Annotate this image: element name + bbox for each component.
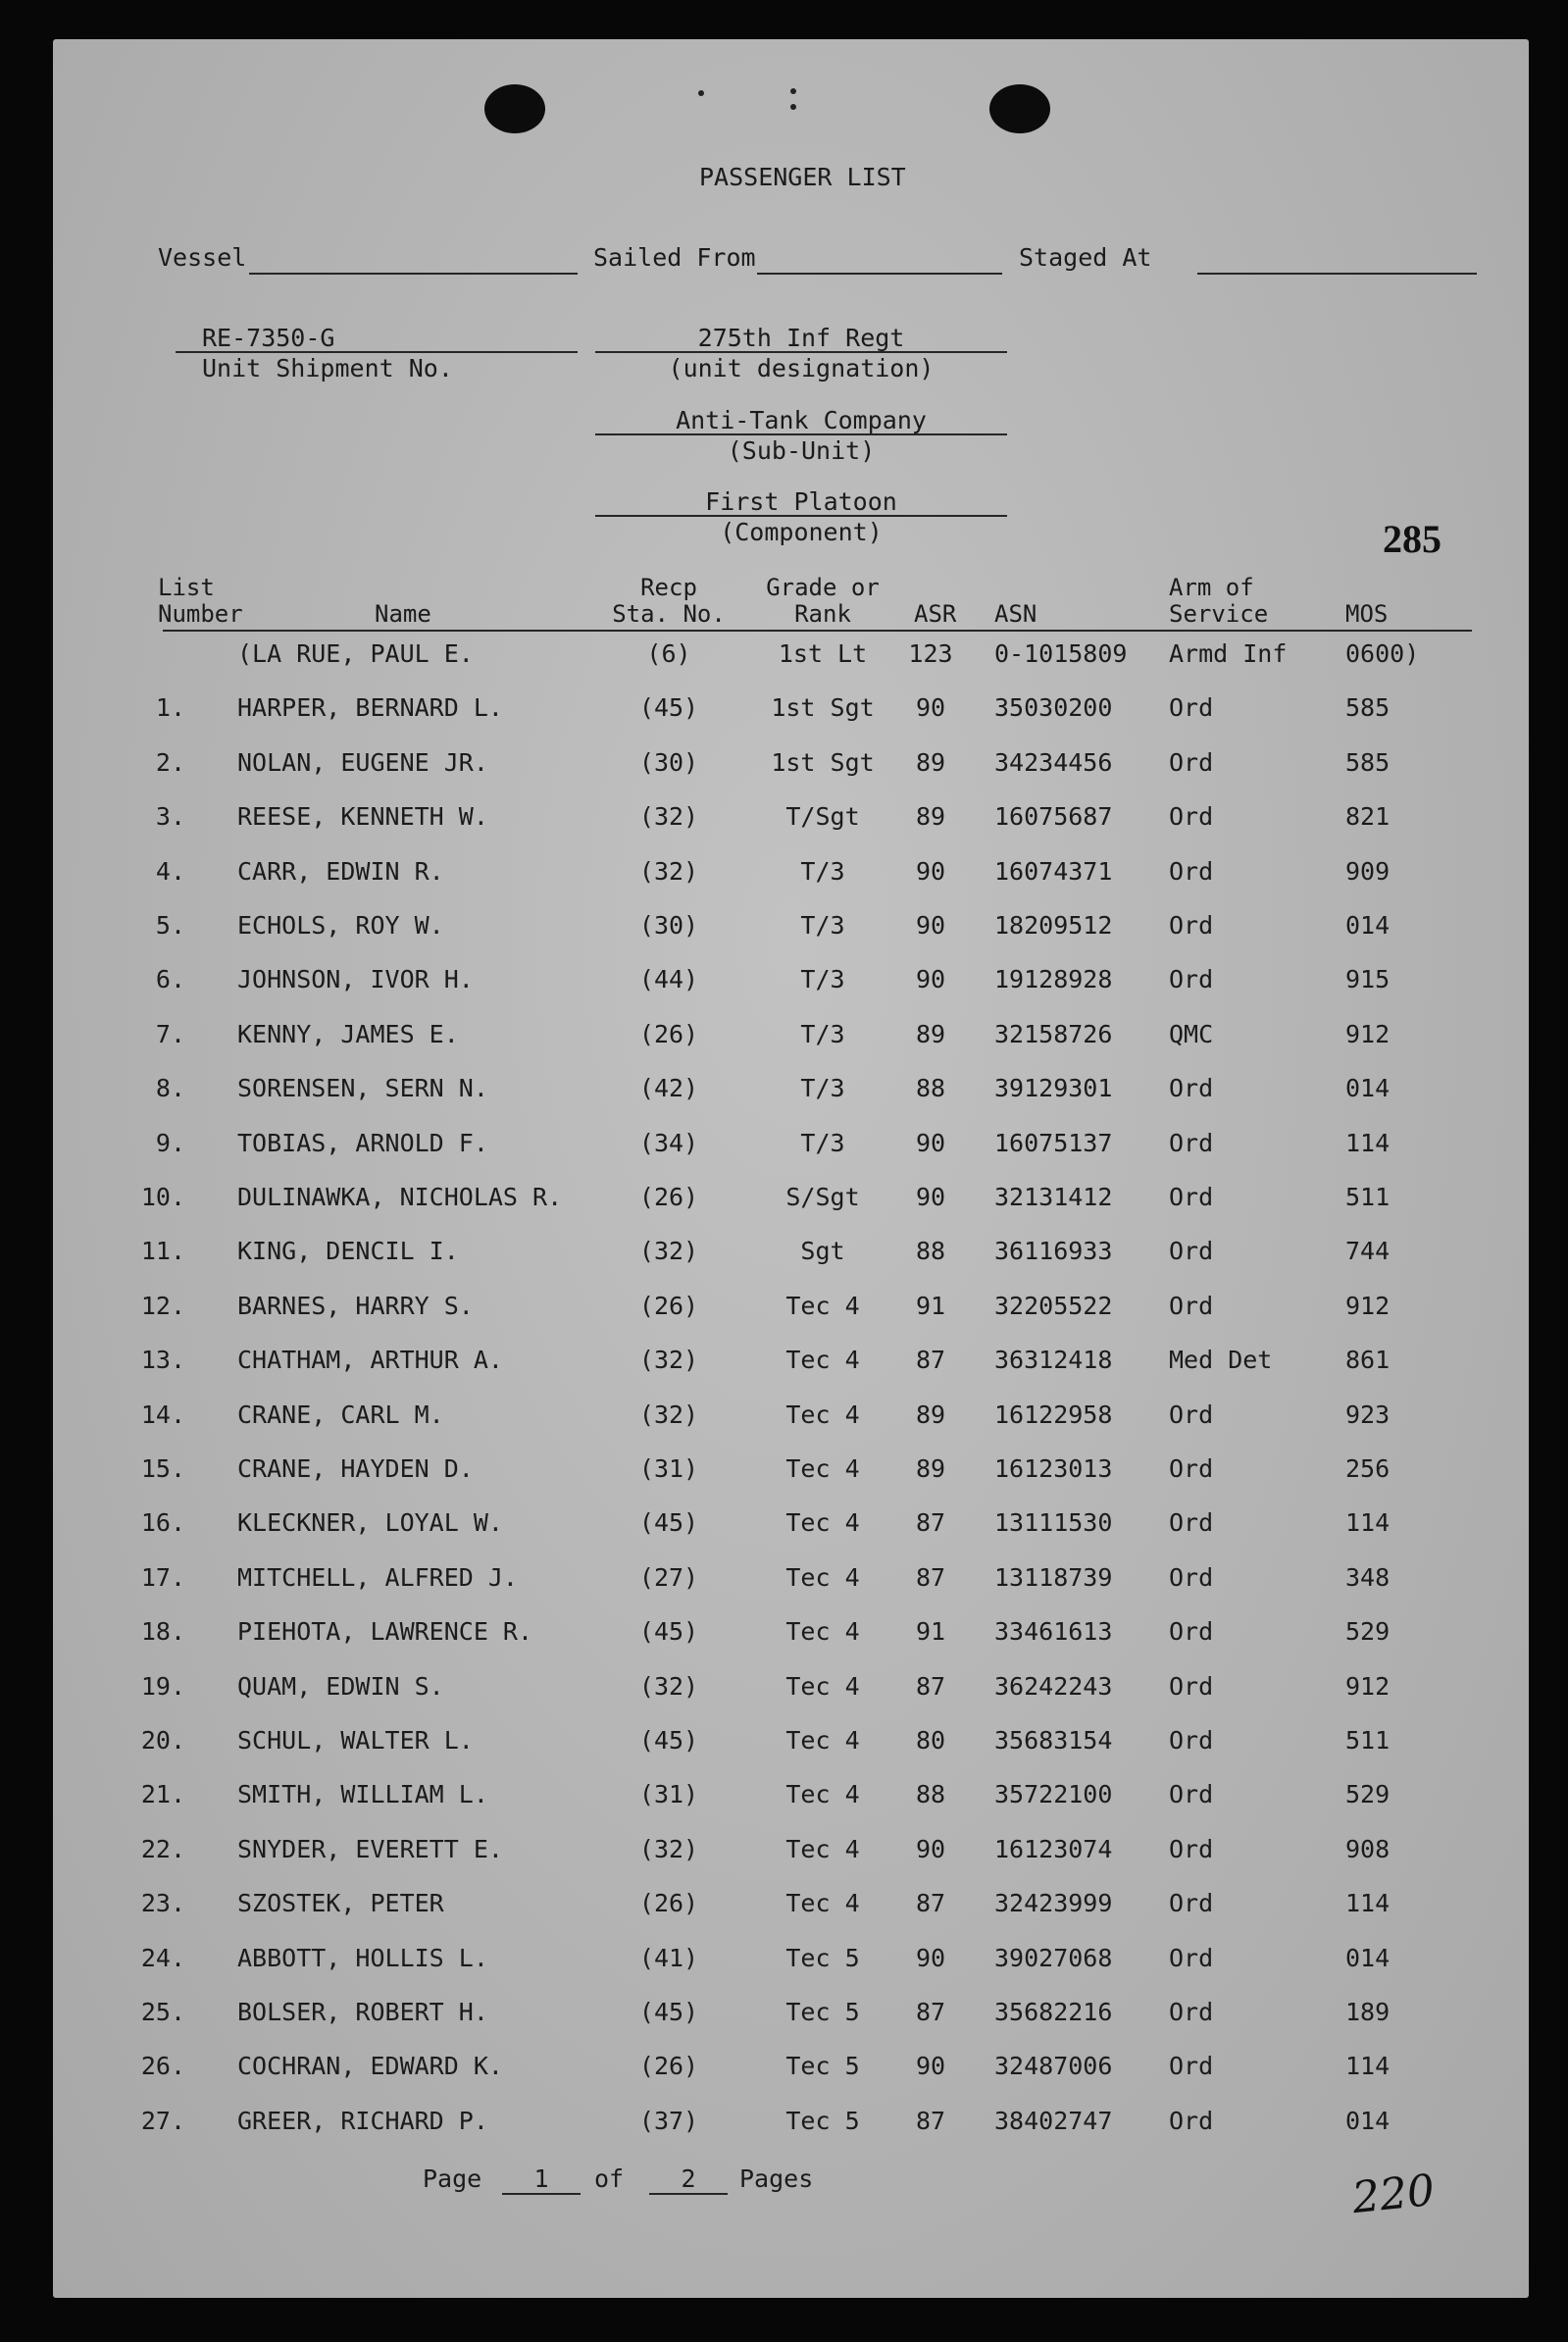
grade: 1st Sgt	[771, 748, 875, 777]
arm-of-service: Ord	[1169, 1183, 1214, 1211]
recp-station: (45)	[638, 693, 699, 722]
mos: 908	[1345, 1835, 1391, 1863]
grade: Tec 4	[785, 1563, 860, 1592]
grade: T/3	[800, 1074, 845, 1102]
asn: 16123074	[994, 1835, 1113, 1863]
passenger-name: GREER, RICHARD P.	[237, 2107, 488, 2135]
grade: T/3	[800, 911, 845, 940]
table-row	[53, 1074, 1529, 1113]
mos: 014	[1345, 911, 1391, 940]
grade: Tec 5	[785, 1944, 860, 1972]
recp-station: (26)	[638, 1889, 699, 1917]
table-row	[53, 1889, 1529, 1928]
grade: Tec 4	[785, 1835, 860, 1863]
unit-shipment-value: RE-7350-G	[202, 324, 335, 352]
asn: 32487006	[994, 2052, 1113, 2080]
speck	[698, 90, 704, 96]
recp-station: (37)	[638, 2107, 699, 2135]
table-row	[53, 1835, 1529, 1874]
unit-shipment-line	[176, 351, 578, 353]
passenger-name: HARPER, BERNARD L.	[237, 693, 503, 722]
arm-of-service: Ord	[1169, 1835, 1214, 1863]
arm-of-service: Ord	[1169, 1617, 1214, 1646]
asn: 16074371	[994, 857, 1113, 886]
vessel-label: Vessel	[158, 243, 247, 272]
table-row	[53, 1400, 1529, 1440]
arm-of-service: Ord	[1169, 1074, 1214, 1102]
passenger-name: BOLSER, ROBERT H.	[237, 1998, 488, 2026]
table-row	[53, 2107, 1529, 2146]
grade: Tec 4	[785, 1617, 860, 1646]
mos: 114	[1345, 1129, 1391, 1157]
asr: 90	[915, 1183, 946, 1211]
recp-station: (45)	[638, 1726, 699, 1755]
asr: 89	[915, 1400, 946, 1429]
row-number: 19.	[140, 1672, 185, 1701]
asr: 90	[915, 2052, 946, 2080]
unit-designation-line	[595, 351, 1007, 353]
recp-station: (26)	[638, 2052, 699, 2080]
punch-hole-left	[484, 84, 545, 133]
mos: 585	[1345, 693, 1391, 722]
recp-station: (32)	[638, 802, 699, 831]
table-row	[53, 748, 1529, 788]
asn: 32423999	[994, 1889, 1113, 1917]
passenger-name: COCHRAN, EDWARD K.	[237, 2052, 503, 2080]
asr: 87	[915, 1508, 946, 1537]
arm-of-service: Ord	[1169, 1563, 1214, 1592]
col-header-mos: MOS	[1345, 600, 1389, 628]
recp-station: (44)	[638, 965, 699, 993]
asn: 18209512	[994, 911, 1113, 940]
passenger-name: KING, DENCIL I.	[237, 1237, 459, 1265]
row-number: 20.	[140, 1726, 185, 1755]
page-total-line	[649, 2193, 728, 2195]
grade: T/Sgt	[785, 802, 860, 831]
row-number: 16.	[140, 1508, 185, 1537]
col-header-recp: Recp Sta. No.	[612, 574, 726, 628]
asn: 39027068	[994, 1944, 1113, 1972]
recp-station: (26)	[638, 1183, 699, 1211]
arm-of-service: Ord	[1169, 1780, 1214, 1808]
grade: Tec 5	[785, 2107, 860, 2135]
col-header-asr: ASR	[914, 600, 957, 628]
arm-of-service: Ord	[1169, 1508, 1214, 1537]
asn: 13111530	[994, 1508, 1113, 1537]
row-number: 2.	[155, 748, 185, 777]
passenger-name: SNYDER, EVERETT E.	[237, 1835, 503, 1863]
recp-station: (41)	[638, 1944, 699, 1972]
grade: T/3	[800, 857, 845, 886]
sub-unit-value: Anti-Tank Company	[676, 406, 927, 434]
row-number: 15.	[140, 1454, 185, 1483]
mos: 256	[1345, 1454, 1391, 1483]
arm-of-service: Ord	[1169, 2107, 1214, 2135]
table-row	[53, 2052, 1529, 2091]
row-number: 14.	[140, 1400, 185, 1429]
table-row	[53, 911, 1529, 950]
recp-station: (32)	[638, 1400, 699, 1429]
grade: Tec 4	[785, 1780, 860, 1808]
mos: 915	[1345, 965, 1391, 993]
arm-of-service: Ord	[1169, 1998, 1214, 2026]
grade: Sgt	[800, 1237, 845, 1265]
recp-station: (26)	[638, 1020, 699, 1048]
mos: 529	[1345, 1617, 1391, 1646]
form-title: PASSENGER LIST	[699, 163, 906, 191]
asr: 91	[915, 1292, 946, 1320]
mos: 348	[1345, 1563, 1391, 1592]
sub-unit-label: (Sub-Unit)	[727, 436, 876, 465]
mos: 821	[1345, 802, 1391, 831]
asr: 89	[915, 802, 946, 831]
page-current: 1	[533, 2164, 549, 2193]
arm-of-service: Ord	[1169, 1237, 1214, 1265]
unit-shipment-label: Unit Shipment No.	[202, 354, 453, 382]
asr: 80	[915, 1726, 946, 1755]
passenger-name: QUAM, EDWIN S.	[237, 1672, 444, 1701]
passenger-name: ECHOLS, ROY W.	[237, 911, 444, 940]
row-number: 24.	[140, 1944, 185, 1972]
arm-of-service: Ord	[1169, 1672, 1214, 1701]
header-rule	[163, 630, 1472, 632]
recp-station: (45)	[638, 1998, 699, 2026]
asn: 16123013	[994, 1454, 1113, 1483]
row-number: 7.	[155, 1020, 185, 1048]
mos: 014	[1345, 1944, 1391, 1972]
asr: 87	[915, 1563, 946, 1592]
component-value: First Platoon	[705, 487, 897, 516]
passenger-name: CHATHAM, ARTHUR A.	[237, 1346, 503, 1374]
table-row	[53, 1944, 1529, 1983]
asr: 89	[915, 1454, 946, 1483]
row-number: 5.	[155, 911, 185, 940]
asn: 36312418	[994, 1346, 1113, 1374]
col-header-name: Name	[375, 600, 431, 628]
recp-station: (42)	[638, 1074, 699, 1102]
mos: 114	[1345, 2052, 1391, 2080]
table-row	[53, 1454, 1529, 1494]
arm-of-service: Ord	[1169, 1944, 1214, 1972]
table-row	[53, 1508, 1529, 1548]
asn: 38402747	[994, 2107, 1113, 2135]
col-header-asn: ASN	[994, 600, 1037, 628]
passenger-name: BARNES, HARRY S.	[237, 1292, 474, 1320]
col-header-list-number: List Number	[158, 574, 243, 628]
grade: 1st Sgt	[771, 693, 875, 722]
sailed-from-line	[757, 273, 1002, 275]
passenger-name: REESE, KENNETH W.	[237, 802, 488, 831]
passenger-name: JOHNSON, IVOR H.	[237, 965, 474, 993]
page-total: 2	[681, 2164, 696, 2193]
row-number: 3.	[155, 802, 185, 831]
arm-of-service: Ord	[1169, 1889, 1214, 1917]
grade: Tec 4	[785, 1889, 860, 1917]
asn: 35682216	[994, 1998, 1113, 2026]
arm-of-service: Ord	[1169, 748, 1214, 777]
recp-station: (30)	[638, 748, 699, 777]
recp-station: (27)	[638, 1563, 699, 1592]
staged-at-label: Staged At	[1019, 243, 1152, 272]
recp-station: (32)	[638, 1672, 699, 1701]
asr: 91	[915, 1617, 946, 1646]
mos: 529	[1345, 1780, 1391, 1808]
arm-of-service: Ord	[1169, 1726, 1214, 1755]
recp-station: (45)	[638, 1508, 699, 1537]
arm-of-service: Ord	[1169, 1400, 1214, 1429]
asn: 0-1015809	[994, 639, 1128, 668]
unit-designation-label: (unit designation)	[668, 354, 935, 382]
mos: 912	[1345, 1672, 1391, 1701]
table-row	[53, 802, 1529, 841]
recp-station: (34)	[638, 1129, 699, 1157]
recp-station: (32)	[638, 1237, 699, 1265]
passenger-name: KENNY, JAMES E.	[237, 1020, 459, 1048]
unit-designation-value: 275th Inf Regt	[697, 324, 905, 352]
asr: 88	[915, 1074, 946, 1102]
arm-of-service: Ord	[1169, 911, 1214, 940]
row-number: 12.	[140, 1292, 185, 1320]
handwritten-number: 220	[1349, 2164, 1438, 2224]
passenger-name: SORENSEN, SERN N.	[237, 1074, 488, 1102]
grade: Tec 4	[785, 1346, 860, 1374]
recp-station: (31)	[638, 1454, 699, 1483]
row-number: 9.	[155, 1129, 185, 1157]
arm-of-service: Ord	[1169, 2052, 1214, 2080]
passenger-name: ABBOTT, HOLLIS L.	[237, 1944, 488, 1972]
sub-unit-line	[595, 433, 1007, 435]
table-row	[53, 1020, 1529, 1059]
row-number: 27.	[140, 2107, 185, 2135]
punch-hole-right	[989, 84, 1050, 133]
mos: 0600)	[1345, 639, 1420, 668]
page-current-line	[502, 2193, 581, 2195]
recp-station: (45)	[638, 1617, 699, 1646]
row-number: 10.	[140, 1183, 185, 1211]
row-number: 8.	[155, 1074, 185, 1102]
asr: 89	[915, 748, 946, 777]
grade: T/3	[800, 1020, 845, 1048]
passenger-name: CRANE, CARL M.	[237, 1400, 444, 1429]
grade: S/Sgt	[785, 1183, 860, 1211]
passenger-name: KLECKNER, LOYAL W.	[237, 1508, 503, 1537]
row-number: 11.	[140, 1237, 185, 1265]
passenger-name: DULINAWKA, NICHOLAS R.	[237, 1183, 563, 1211]
table-row	[53, 1726, 1529, 1765]
stamp-number: 285	[1383, 517, 1442, 561]
speck	[790, 88, 796, 94]
asn: 34234456	[994, 748, 1113, 777]
arm-of-service: Ord	[1169, 1129, 1214, 1157]
arm-of-service: Ord	[1169, 965, 1214, 993]
passenger-name: CRANE, HAYDEN D.	[237, 1454, 474, 1483]
passenger-name: NOLAN, EUGENE JR.	[237, 748, 488, 777]
asn: 36116933	[994, 1237, 1113, 1265]
passenger-name: (LA RUE, PAUL E.	[237, 639, 474, 668]
page-label: Page	[423, 2164, 482, 2193]
passenger-name: PIEHOTA, LAWRENCE R.	[237, 1617, 533, 1646]
table-row	[53, 965, 1529, 1004]
passenger-name: TOBIAS, ARNOLD F.	[237, 1129, 488, 1157]
pages-label: Pages	[739, 2164, 814, 2193]
row-number: 18.	[140, 1617, 185, 1646]
recp-station: (32)	[638, 857, 699, 886]
asn: 16122958	[994, 1400, 1113, 1429]
mos: 114	[1345, 1508, 1391, 1537]
table-row	[53, 639, 1529, 679]
recp-station: (32)	[638, 1835, 699, 1863]
mos: 511	[1345, 1726, 1391, 1755]
table-row	[53, 1617, 1529, 1656]
grade: T/3	[800, 965, 845, 993]
arm-of-service: Ord	[1169, 1292, 1214, 1320]
asn: 36242243	[994, 1672, 1113, 1701]
mos: 511	[1345, 1183, 1391, 1211]
row-number: 6.	[155, 965, 185, 993]
asr: 89	[915, 1020, 946, 1048]
asr: 87	[915, 1998, 946, 2026]
passenger-name: CARR, EDWIN R.	[237, 857, 444, 886]
row-number: 25.	[140, 1998, 185, 2026]
arm-of-service: Armd Inf	[1169, 639, 1288, 668]
arm-of-service: Ord	[1169, 1454, 1214, 1483]
grade: Tec 4	[785, 1400, 860, 1429]
of-label: of	[594, 2164, 625, 2193]
asn: 16075687	[994, 802, 1113, 831]
table-row	[53, 1563, 1529, 1603]
mos: 861	[1345, 1346, 1391, 1374]
arm-of-service: Ord	[1169, 857, 1214, 886]
asr: 87	[915, 2107, 946, 2135]
recp-station: (6)	[646, 639, 691, 668]
sailed-from-label: Sailed From	[593, 243, 756, 272]
speck	[790, 104, 796, 110]
asn: 32131412	[994, 1183, 1113, 1211]
row-number: 4.	[155, 857, 185, 886]
recp-station: (30)	[638, 911, 699, 940]
asr: 88	[915, 1237, 946, 1265]
mos: 189	[1345, 1998, 1391, 2026]
table-row	[53, 1346, 1529, 1385]
arm-of-service: QMC	[1169, 1020, 1214, 1048]
asn: 16075137	[994, 1129, 1113, 1157]
row-number: 17.	[140, 1563, 185, 1592]
mos: 912	[1345, 1020, 1391, 1048]
asn: 35722100	[994, 1780, 1113, 1808]
asr: 90	[915, 857, 946, 886]
mos: 585	[1345, 748, 1391, 777]
asr: 87	[915, 1889, 946, 1917]
grade: 1st Lt	[778, 639, 868, 668]
row-number: 1.	[155, 693, 185, 722]
col-header-grade: Grade or Rank	[766, 574, 880, 628]
component-label: (Component)	[720, 518, 883, 546]
mos: 744	[1345, 1237, 1391, 1265]
asr: 90	[915, 965, 946, 993]
asr: 90	[915, 911, 946, 940]
grade: Tec 4	[785, 1726, 860, 1755]
recp-station: (32)	[638, 1346, 699, 1374]
table-row	[53, 857, 1529, 896]
mos: 114	[1345, 1889, 1391, 1917]
grade: Tec 4	[785, 1672, 860, 1701]
arm-of-service: Ord	[1169, 693, 1214, 722]
asr: 87	[915, 1672, 946, 1701]
table-row	[53, 1183, 1529, 1222]
asr: 88	[915, 1780, 946, 1808]
grade: T/3	[800, 1129, 845, 1157]
asr: 87	[915, 1346, 946, 1374]
vessel-line	[249, 273, 578, 275]
passenger-name: MITCHELL, ALFRED J.	[237, 1563, 518, 1592]
grade: Tec 4	[785, 1292, 860, 1320]
asr: 123	[908, 639, 953, 668]
col-header-arm: Arm of Service	[1169, 574, 1269, 628]
asn: 39129301	[994, 1074, 1113, 1102]
asr: 90	[915, 1129, 946, 1157]
table-row	[53, 693, 1529, 733]
mos: 909	[1345, 857, 1391, 886]
asn: 32205522	[994, 1292, 1113, 1320]
staged-at-line	[1197, 273, 1477, 275]
mos: 014	[1345, 1074, 1391, 1102]
table-row	[53, 1292, 1529, 1331]
grade: Tec 4	[785, 1508, 860, 1537]
row-number: 21.	[140, 1780, 185, 1808]
arm-of-service: Ord	[1169, 802, 1214, 831]
document-sheet	[53, 39, 1529, 2298]
table-row	[53, 1672, 1529, 1711]
grade: Tec 4	[785, 1454, 860, 1483]
asr: 90	[915, 1944, 946, 1972]
asn: 32158726	[994, 1020, 1113, 1048]
asr: 90	[915, 1835, 946, 1863]
table-row	[53, 1998, 1529, 2037]
component-line	[595, 515, 1007, 517]
passenger-name: SCHUL, WALTER L.	[237, 1726, 474, 1755]
asn: 35030200	[994, 693, 1113, 722]
asn: 35683154	[994, 1726, 1113, 1755]
asn: 33461613	[994, 1617, 1113, 1646]
asn: 19128928	[994, 965, 1113, 993]
asr: 90	[915, 693, 946, 722]
row-number: 26.	[140, 2052, 185, 2080]
table-row	[53, 1129, 1529, 1168]
passenger-name: SZOSTEK, PETER	[237, 1889, 444, 1917]
mos: 912	[1345, 1292, 1391, 1320]
recp-station: (31)	[638, 1780, 699, 1808]
mos: 923	[1345, 1400, 1391, 1429]
grade: Tec 5	[785, 2052, 860, 2080]
asn: 13118739	[994, 1563, 1113, 1592]
arm-of-service: Med Det	[1169, 1346, 1273, 1374]
mos: 014	[1345, 2107, 1391, 2135]
recp-station: (26)	[638, 1292, 699, 1320]
row-number: 13.	[140, 1346, 185, 1374]
grade: Tec 5	[785, 1998, 860, 2026]
table-row	[53, 1237, 1529, 1276]
row-number: 22.	[140, 1835, 185, 1863]
passenger-name: SMITH, WILLIAM L.	[237, 1780, 488, 1808]
row-number: 23.	[140, 1889, 185, 1917]
table-row	[53, 1780, 1529, 1819]
